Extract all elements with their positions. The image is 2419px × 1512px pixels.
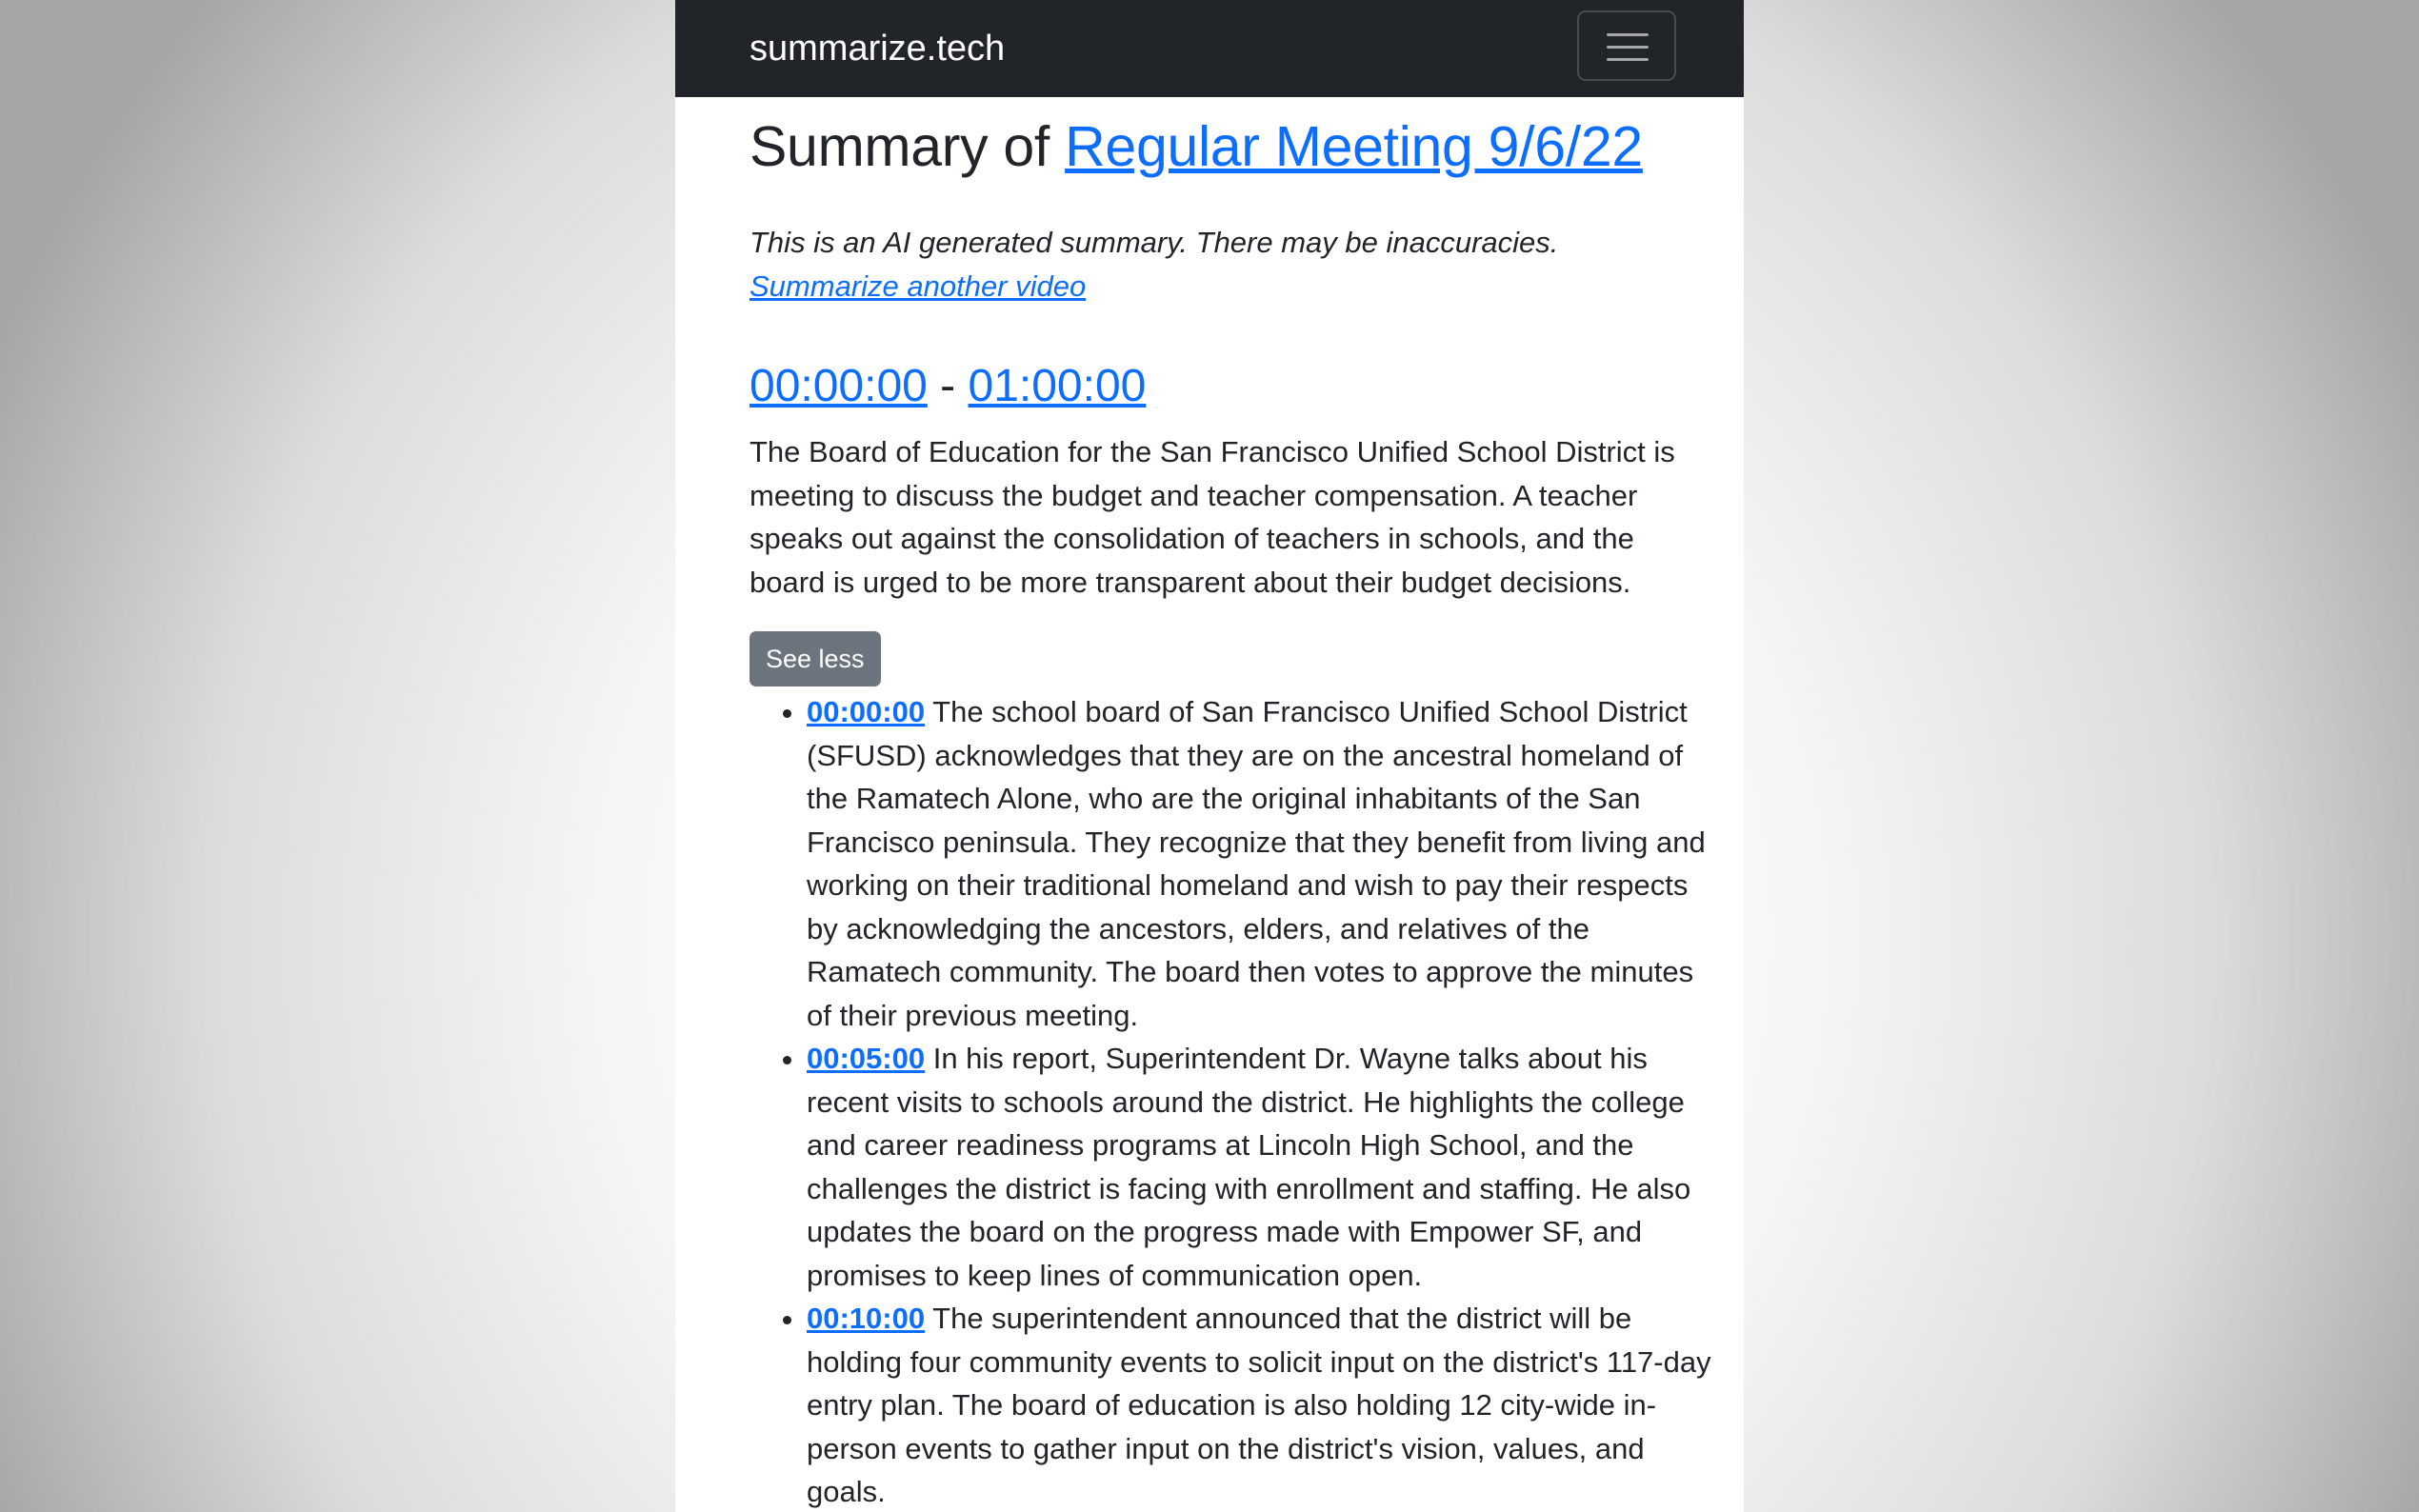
disclaimer-text: This is an AI generated summary. There may be inaccuracies. [750,226,1559,259]
main-content [750,97,1711,1512]
hamburger-menu-icon [1607,46,1649,49]
see-less-button[interactable]: See less [750,631,881,686]
timestamp-link[interactable]: 00:10:00 [807,1302,926,1335]
list-item-text: The superintendent announced that the district will be holding four community events to solicit input on the district's 117-day entry plan. The board of education is also holding 12 city-wide in-person events to gather input on the district's vision, values, and goals. [807,1302,1711,1508]
title-prefix: Summary of [750,115,1066,178]
list-item [807,690,1711,1037]
section-summary: The Board of Education for the San Francisco Unified School District is meeting to discuss the budget and teacher compensation. A teacher speaks out against the consolidation of teachers in schools, and the board is urged to be more transparent about their budget decisions. [750,435,1675,599]
section-end-link[interactable]: 01:00:00 [968,361,1147,411]
disclaimer [750,221,1711,308]
page-container [675,0,1744,1512]
hamburger-menu-icon [1607,58,1649,61]
detail-list [750,690,1711,1512]
list-item-text: In his report, Superintendent Dr. Wayne talks about his recent visits to schools around the district. He highlights the college and career readiness programs at Lincoln High School, and the challenges the district is facing with enrollment and staffing. He also updates the board on the progress made with Empower SF, and promises to keep lines of communication open. [807,1042,1691,1292]
list-item [807,1037,1711,1297]
section-start-link[interactable]: 00:00:00 [750,361,928,411]
list-item-text: The school board of San Francisco Unified School District (SFUSD) acknowledges that they are on the ancestral homeland of the Ramatech Alone, who are the original inhabitants of the San Francisco peninsula. They recognize that they benefit from living and working on their traditional homeland and wish to pay their respects by acknowledging the ancestors, elders, and relatives of the Ramatech community. The board then votes to approve the minutes of their previous meeting. [807,695,1706,1032]
summarize-another-video-link[interactable]: Summarize another video [750,269,1087,303]
timestamp-link[interactable]: 00:05:00 [807,1042,926,1075]
brand-link[interactable]: summarize.tech [750,29,1006,69]
video-title-link[interactable]: Regular Meeting 9/6/22 [1065,115,1643,178]
page-title [750,112,1711,181]
hamburger-menu-icon [1607,33,1649,36]
section-time-range [750,360,1711,413]
navbar [675,0,1744,97]
range-separator: - [927,361,969,411]
list-item [807,1297,1711,1512]
navbar-toggle-button[interactable] [1577,10,1676,81]
timestamp-link[interactable]: 00:00:00 [807,695,926,728]
